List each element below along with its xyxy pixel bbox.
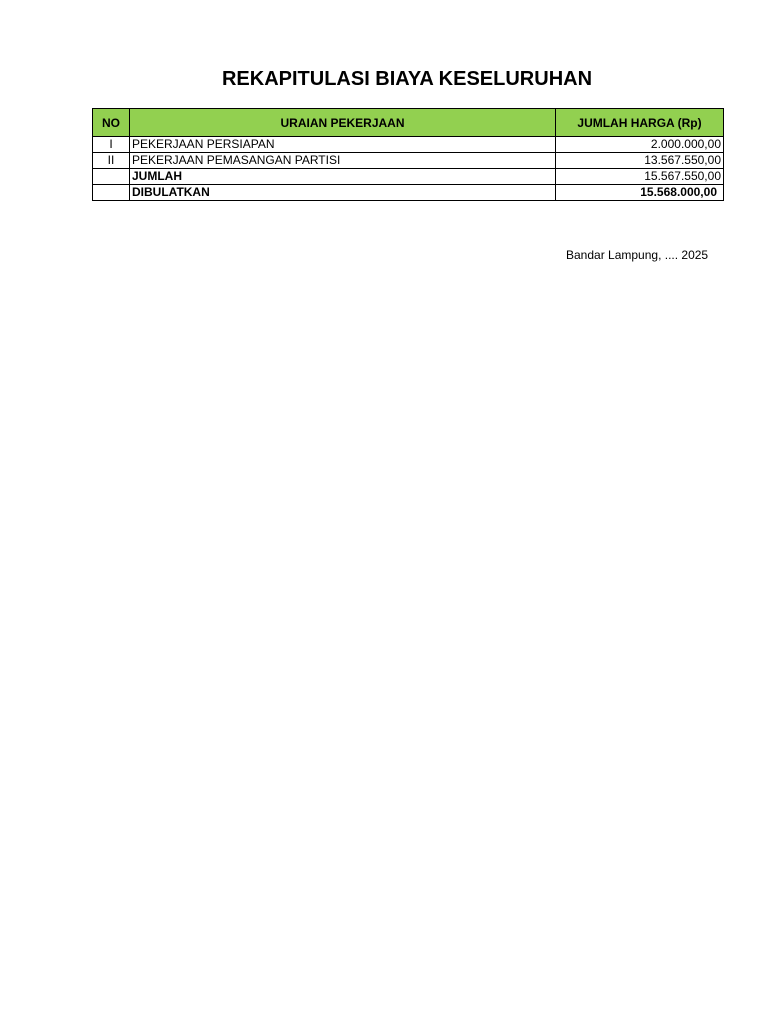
row-description: PEKERJAAN PERSIAPAN: [130, 137, 556, 153]
table-row: [93, 137, 724, 153]
rounded-amount: 15.568.000,00: [556, 185, 724, 201]
page-title: REKAPITULASI BIAYA KESELURUHAN: [221, 68, 593, 90]
place-date: Bandar Lampung, .... 2025: [566, 248, 709, 262]
table-header-row: [93, 109, 724, 137]
row-amount: 13.567.550,00: [556, 153, 724, 169]
total-label: JUMLAH: [130, 169, 556, 185]
recap-table: [92, 108, 724, 201]
header-no: NO: [93, 109, 130, 137]
table-row: [93, 153, 724, 169]
row-no: I: [93, 137, 130, 153]
row-description: PEKERJAAN PEMASANGAN PARTISI: [130, 153, 556, 169]
rounded-no-cell: [93, 185, 130, 201]
total-row: [93, 169, 724, 185]
rounded-label: DIBULATKAN: [130, 185, 556, 201]
total-no-cell: [93, 169, 130, 185]
rounded-row: [93, 185, 724, 201]
total-amount: 15.567.550,00: [556, 169, 724, 185]
header-amount: JUMLAH HARGA (Rp): [556, 109, 724, 137]
row-no: II: [93, 153, 130, 169]
row-amount: 2.000.000,00: [556, 137, 724, 153]
header-description: URAIAN PEKERJAAN: [130, 109, 556, 137]
